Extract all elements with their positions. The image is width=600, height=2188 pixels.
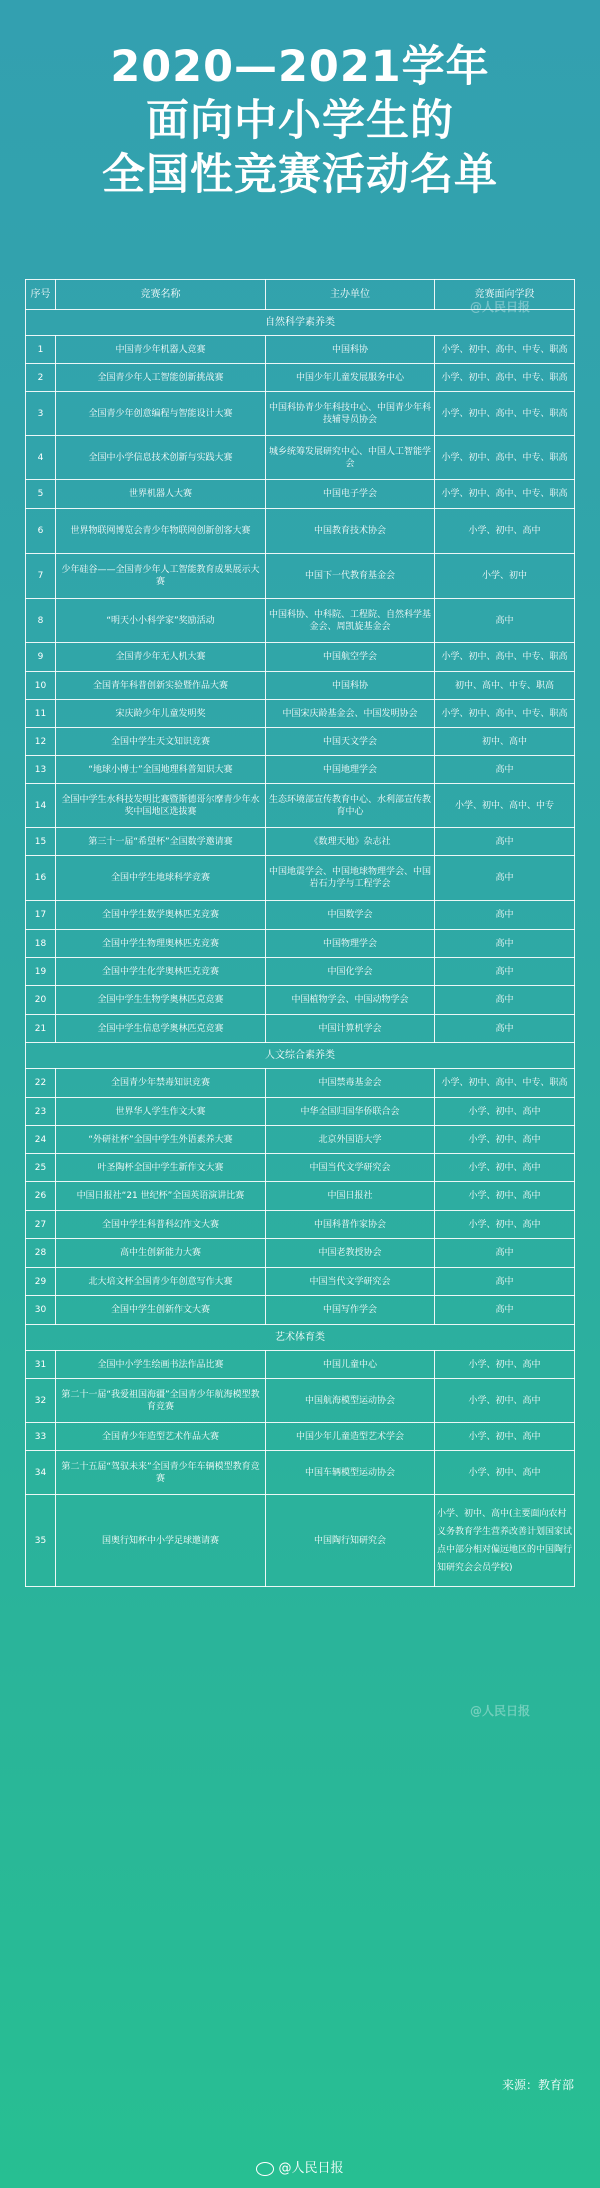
level-cell: 高中 [435,1239,575,1268]
level-cell: 小学、初中、高中(主要面向农村义务教育学生营养改善计划国家试点中部分相对偏远地区的中国陶行知研究会会员学校) [435,1495,575,1587]
level-cell: 高中 [435,1296,575,1325]
row-number-cell: 23 [26,1098,56,1126]
row-number-cell: 10 [26,672,56,700]
competition-name-cell: 全国中学生生物学奥林匹克竞赛 [56,986,266,1015]
level-cell: 小学、初中 [435,554,575,599]
level-cell: 高中 [435,1268,575,1296]
level-cell: 初中、高中、中专、职高 [435,672,575,700]
table-row [26,1069,575,1098]
row-number-cell: 20 [26,986,56,1015]
row-number-cell: 28 [26,1239,56,1268]
table-row [26,1126,575,1154]
table-row [26,1423,575,1451]
competition-name-cell: 叶圣陶杯全国中学生新作文大赛 [56,1154,266,1182]
organizer-cell: 中华全国归国华侨联合会 [266,1098,435,1126]
level-cell: 高中 [435,958,575,986]
organizer-cell: 中国少年儿童造型艺术学会 [266,1423,435,1451]
title-line-3: 全国性竞赛活动名单 [102,150,498,200]
organizer-cell: 中国当代文学研究会 [266,1268,435,1296]
competition-name-cell: 世界物联网博览会青少年物联网创新创客大赛 [56,509,266,554]
competition-name-cell: 全国青少年禁毒知识竞赛 [56,1069,266,1098]
competition-name-cell: 世界华人学生作文大赛 [56,1098,266,1126]
row-number-cell: 29 [26,1268,56,1296]
row-number-cell: 17 [26,901,56,930]
organizer-cell: 中国教育技术协会 [266,509,435,554]
competition-name-cell: 全国中学生物理奥林匹克竞赛 [56,930,266,958]
level-cell: 小学、初中、高中 [435,1451,575,1495]
level-cell: 高中 [435,599,575,643]
weibo-icon [256,2162,274,2176]
organizer-cell: 生态环境部宣传教育中心、水利部宣传教育中心 [266,784,435,828]
organizer-cell: 中国科普作家协会 [266,1211,435,1239]
row-number-cell: 25 [26,1154,56,1182]
row-number-cell: 34 [26,1451,56,1495]
level-cell: 小学、初中、高中、中专、职高 [435,336,575,364]
competition-name-cell: 全国青少年造型艺术作品大赛 [56,1423,266,1451]
organizer-cell: 中国数学会 [266,901,435,930]
row-number-cell: 2 [26,364,56,392]
level-cell: 小学、初中、高中 [435,1351,575,1379]
row-number-cell: 4 [26,436,56,480]
organizer-cell: 中国下一代教育基金会 [266,554,435,599]
table-row [26,1351,575,1379]
row-number-cell: 35 [26,1495,56,1587]
organizer-cell: 中国写作学会 [266,1296,435,1325]
level-cell: 小学、初中、高中、中专、职高 [435,643,575,672]
level-cell: 小学、初中、高中 [435,509,575,554]
table-row [26,1211,575,1239]
level-cell: 高中 [435,756,575,784]
competition-name-cell: 第二十五届“驾驭未来”全国青少年车辆模型教育竞赛 [56,1451,266,1495]
organizer-cell: 中国植物学会、中国动物学会 [266,986,435,1015]
level-cell: 高中 [435,901,575,930]
level-cell: 高中 [435,828,575,856]
row-number-cell: 8 [26,599,56,643]
organizer-cell: 中国电子学会 [266,480,435,509]
level-cell: 高中 [435,856,575,901]
organizer-cell: 中国航空学会 [266,643,435,672]
row-number-cell: 9 [26,643,56,672]
competition-name-cell: 全国中学生化学奥林匹克竞赛 [56,958,266,986]
organizer-cell: 中国科协青少年科技中心、中国青少年科技辅导员协会 [266,392,435,436]
competition-name-cell: 世界机器人大赛 [56,480,266,509]
competition-name-cell: 全国中学生信息学奥林匹克竞赛 [56,1015,266,1043]
table-row [26,336,575,364]
table-row [26,599,575,643]
competition-name-cell: 全国中学生科普科幻作文大赛 [56,1211,266,1239]
organizer-cell: 中国科协 [266,672,435,700]
row-number-cell: 1 [26,336,56,364]
competition-name-cell: 全国青少年人工智能创新挑战赛 [56,364,266,392]
organizer-cell: 中国科协 [266,336,435,364]
competition-name-cell: 全国中学生数学奥林匹克竞赛 [56,901,266,930]
watermark-bottom: @人民日报 [470,1704,531,1718]
row-number-cell: 31 [26,1351,56,1379]
section-title: 自然科学素养类 [26,310,575,336]
table-row [26,958,575,986]
table-row [26,1154,575,1182]
table-row [26,436,575,480]
level-cell: 小学、初中、高中 [435,1423,575,1451]
level-cell: 小学、初中、高中、中专、职高 [435,364,575,392]
row-number-cell: 21 [26,1015,56,1043]
table-row [26,901,575,930]
competition-name-cell: 全国中学生天文知识竞赛 [56,728,266,756]
header-cell-level: 竞赛面向学段 [435,280,575,310]
table-row [26,1379,575,1423]
title-line-2: 面向中小学生的 [146,96,454,146]
level-cell: 小学、初中、高中、中专、职高 [435,392,575,436]
row-number-cell: 18 [26,930,56,958]
title-line-1: 2020—2021学年 [110,42,490,92]
organizer-cell: 中国禁毒基金会 [266,1069,435,1098]
level-cell: 小学、初中、高中、中专 [435,784,575,828]
organizer-cell: 中国日报社 [266,1182,435,1211]
table-row [26,784,575,828]
organizer-cell: 中国老教授协会 [266,1239,435,1268]
row-number-cell: 3 [26,392,56,436]
organizer-cell: 中国地震学会、中国地球物理学会、中国岩石力学与工程学会 [266,856,435,901]
competition-name-cell: 高中生创新能力大赛 [56,1239,266,1268]
row-number-cell: 24 [26,1126,56,1154]
competition-name-cell: 全国中小学信息技术创新与实践大赛 [56,436,266,480]
organizer-cell: 中国航海模型运动协会 [266,1379,435,1423]
level-cell: 小学、初中、高中、中专、职高 [435,480,575,509]
table-row [26,828,575,856]
table-row [26,1296,575,1325]
competition-name-cell: “地球小博士”全国地理科普知识大赛 [56,756,266,784]
table-row [26,509,575,554]
row-number-cell: 32 [26,1379,56,1423]
competition-name-cell: 第三十一届“希望杯”全国数学邀请赛 [56,828,266,856]
row-number-cell: 7 [26,554,56,599]
organizer-cell: 中国天文学会 [266,728,435,756]
table-row [26,1098,575,1126]
competition-name-cell: 中国青少年机器人竞赛 [56,336,266,364]
competition-name-cell: 国奥行知杯中小学足球邀请赛 [56,1495,266,1587]
organizer-cell: 中国宋庆龄基金会、中国发明协会 [266,700,435,728]
competition-name-cell: 第二十一届“我爱祖国海疆”全国青少年航海模型教育竞赛 [56,1379,266,1423]
competition-table [25,279,575,1587]
level-cell: 初中、高中 [435,728,575,756]
organizer-cell: 中国车辆模型运动协会 [266,1451,435,1495]
organizer-cell: 中国物理学会 [266,930,435,958]
page-title [0,40,600,202]
section-row [26,1043,575,1069]
competition-name-cell: 全国青少年创意编程与智能设计大赛 [56,392,266,436]
table-row [26,700,575,728]
level-cell: 高中 [435,986,575,1015]
organizer-cell: 中国计算机学会 [266,1015,435,1043]
competition-name-cell: 少年硅谷——全国青少年人工智能教育成果展示大赛 [56,554,266,599]
source-label: 来源：教育部 [501,2078,574,2092]
organizer-cell: 北京外国语大学 [266,1126,435,1154]
row-number-cell: 19 [26,958,56,986]
table-row [26,728,575,756]
row-number-cell: 22 [26,1069,56,1098]
section-title: 人文综合素养类 [26,1043,575,1069]
row-number-cell: 5 [26,480,56,509]
level-cell: 小学、初中、高中、中专、职高 [435,700,575,728]
level-cell: 高中 [435,1015,575,1043]
section-title: 艺术体育类 [26,1325,575,1351]
table-row [26,643,575,672]
table-row [26,554,575,599]
competition-name-cell: 宋庆龄少年儿童发明奖 [56,700,266,728]
organizer-cell: 中国化学会 [266,958,435,986]
table-row [26,1015,575,1043]
organizer-cell: 《数理天地》杂志社 [266,828,435,856]
competition-name-cell: 全国中学生水科技发明比赛暨斯德哥尔摩青少年水奖中国地区选拔赛 [56,784,266,828]
table-row [26,480,575,509]
table-row [26,986,575,1015]
watermark-top: @人民日报 [470,300,531,314]
row-number-cell: 33 [26,1423,56,1451]
level-cell: 高中 [435,930,575,958]
level-cell: 小学、初中、高中 [435,1126,575,1154]
competition-name-cell: 全国青少年无人机大赛 [56,643,266,672]
row-number-cell: 14 [26,784,56,828]
competition-name-cell: 全国中学生创新作文大赛 [56,1296,266,1325]
competition-name-cell: 全国中学生地球科学竞赛 [56,856,266,901]
competition-name-cell: 全国中小学生绘画书法作品比赛 [56,1351,266,1379]
header-cell-name: 竞赛名称 [56,280,266,310]
level-cell: 小学、初中、高中 [435,1182,575,1211]
organizer-cell: 中国地理学会 [266,756,435,784]
table-row [26,364,575,392]
table-row [26,856,575,901]
table-row [26,1495,575,1587]
row-number-cell: 12 [26,728,56,756]
competition-name-cell: “明天小小科学家”奖励活动 [56,599,266,643]
table-row [26,1268,575,1296]
table-row [26,1182,575,1211]
level-cell: 小学、初中、高中 [435,1154,575,1182]
table-row [26,672,575,700]
level-cell: 小学、初中、高中、中专、职高 [435,1069,575,1098]
organizer-cell: 中国儿童中心 [266,1351,435,1379]
table-row [26,392,575,436]
competition-name-cell: 全国青年科普创新实验暨作品大赛 [56,672,266,700]
level-cell: 小学、初中、高中、中专、职高 [435,436,575,480]
table-row [26,1239,575,1268]
footer-credit [0,2157,600,2176]
row-number-cell: 6 [26,509,56,554]
organizer-cell: 中国科协、中科院、工程院、自然科学基金会、周凯旋基金会 [266,599,435,643]
competition-name-cell: “外研社杯”全国中学生外语素养大赛 [56,1126,266,1154]
table-row [26,930,575,958]
section-row [26,1325,575,1351]
row-number-cell: 11 [26,700,56,728]
level-cell: 小学、初中、高中 [435,1211,575,1239]
table-row [26,1451,575,1495]
row-number-cell: 13 [26,756,56,784]
organizer-cell: 中国少年儿童发展服务中心 [266,364,435,392]
row-number-cell: 16 [26,856,56,901]
row-number-cell: 27 [26,1211,56,1239]
table-row [26,756,575,784]
level-cell: 小学、初中、高中 [435,1098,575,1126]
competition-name-cell: 中国日报社“21 世纪杯”全国英语演讲比赛 [56,1182,266,1211]
row-number-cell: 30 [26,1296,56,1325]
competition-name-cell: 北大培文杯全国青少年创意写作大赛 [56,1268,266,1296]
row-number-cell: 26 [26,1182,56,1211]
header-cell-no: 序号 [26,280,56,310]
header-cell-org: 主办单位 [266,280,435,310]
footer-text: @人民日报 [278,2161,344,2176]
organizer-cell: 城乡统筹发展研究中心、中国人工智能学会 [266,436,435,480]
level-cell: 小学、初中、高中 [435,1379,575,1423]
organizer-cell: 中国当代文学研究会 [266,1154,435,1182]
organizer-cell: 中国陶行知研究会 [266,1495,435,1587]
row-number-cell: 15 [26,828,56,856]
